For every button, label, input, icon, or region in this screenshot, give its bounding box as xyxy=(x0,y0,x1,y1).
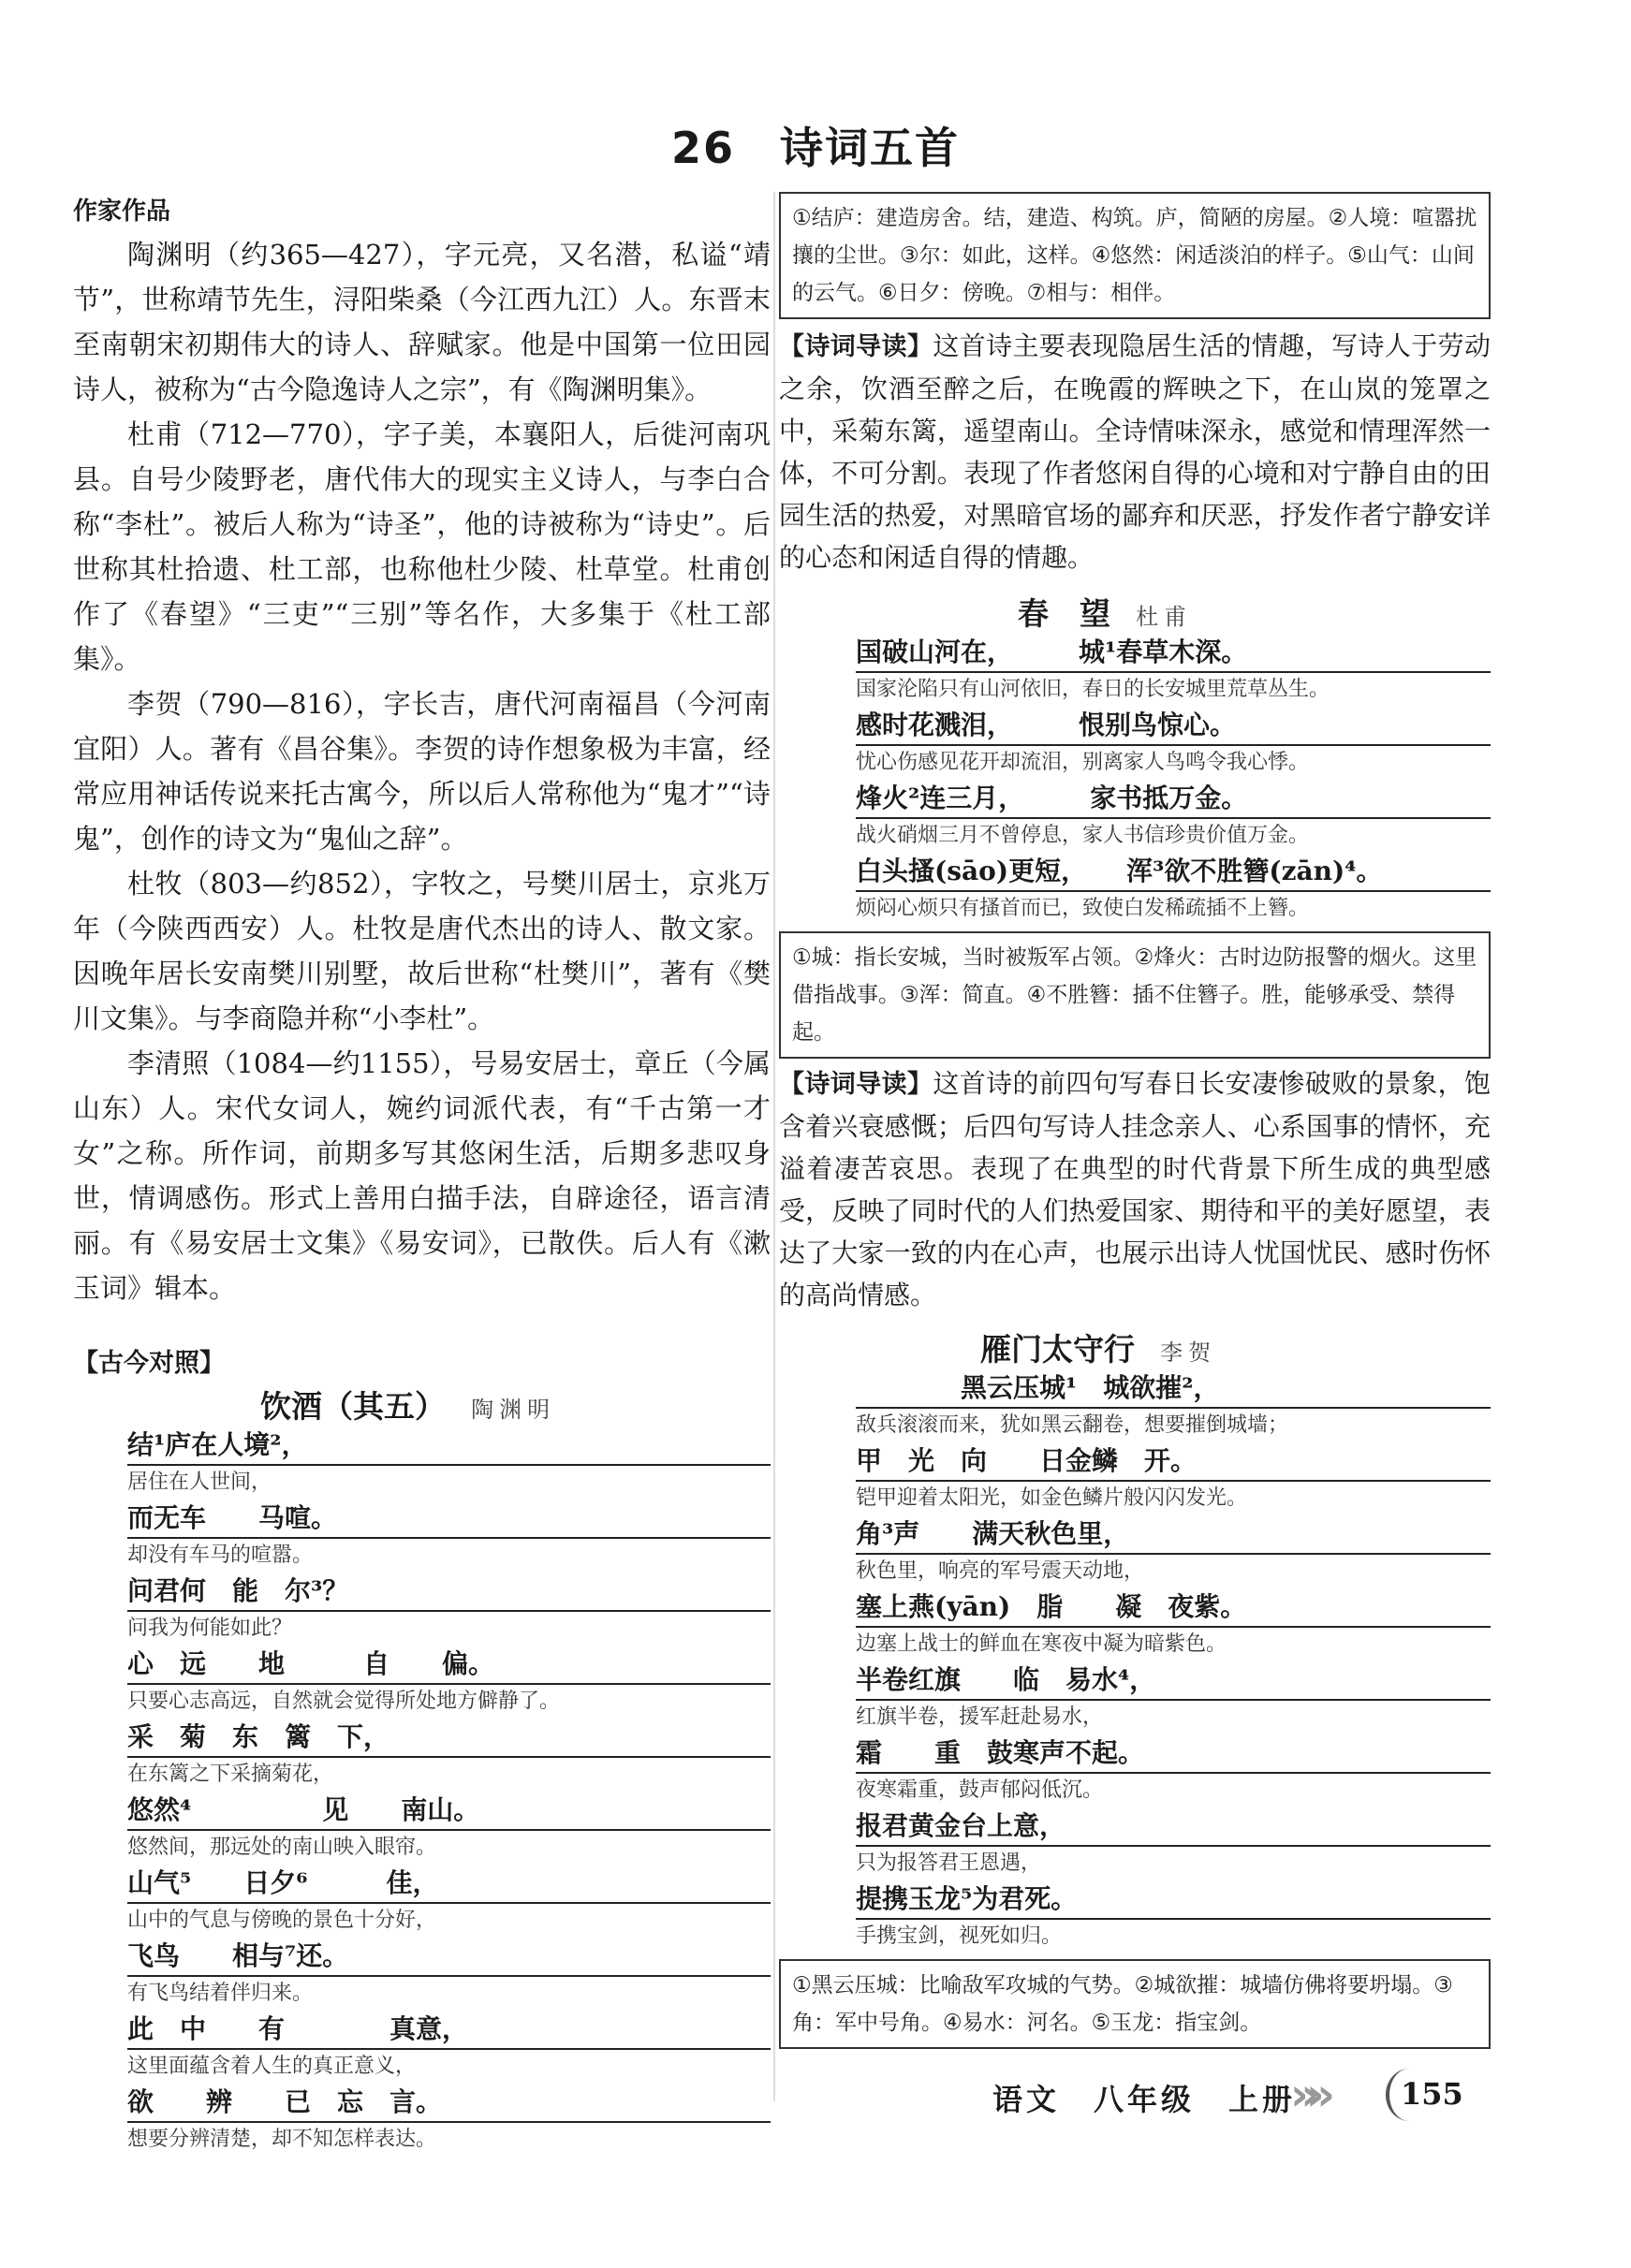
author-paragraph-du-mu: 杜牧（803—约852），字牧之，号樊川居士，京兆万年（今陕西西安）人。杜牧是唐代杰出的诗人、散文家。因晚年居长安南樊川别墅，故后世称“杜樊川”，著有《樊川文集》。与李商隐并称“小李杜”。 xyxy=(73,868,771,1034)
poem1-line xyxy=(127,2011,771,2084)
double-chevron-icon: »» xyxy=(1290,2069,1323,2121)
poem1-line xyxy=(127,2084,771,2157)
poem3-line-translation: 边塞上战士的鲜血在寒夜中凝为暗紫色。 xyxy=(856,1632,1227,1656)
poem1-line-translation: 悠然间，那远处的南山映入眼帘。 xyxy=(127,1836,437,1859)
poem1-line-original: 心 远 地 自 偏。 xyxy=(127,1646,771,1685)
poem3-line xyxy=(856,1442,1491,1515)
poem1-line-original: 结¹庐在人境²， xyxy=(127,1427,771,1466)
author-paragraph-tao: 陶渊明（约365—427），字元亮，又名潜，私谥“靖节”，世称靖节先生，浔阳柴桑（今江西九江）人。东晋末至南朝宋初期伟大的诗人、辞赋家。他是中国第一位田园诗人，被称为“古今隐逸诗人之宗”，有《陶渊明集》。 xyxy=(73,239,771,405)
poem3-line-translation: 只为报答君王恩遇， xyxy=(856,1851,1042,1875)
left-column xyxy=(73,192,771,2157)
poem1-lines xyxy=(127,1427,771,2157)
poem1-line-original: 山气⁵ 日夕⁶ 佳， xyxy=(127,1865,771,1904)
poem3-lines xyxy=(856,1369,1491,1953)
poem1-line xyxy=(127,1573,771,1646)
poem2-notes: ①城：指长安城，当时被叛军占领。②烽火：古时边防报警的烟火。这里借指战事。③浑：简直。④不胜簪：插不住簪子。胜，能够承受、禁得起。 xyxy=(779,931,1491,1059)
poem1-guide-tag: 【诗词导读】 xyxy=(779,332,933,361)
poem1-line-translation: 居住在人世间， xyxy=(127,1471,272,1494)
poem1-line-translation: 山中的气息与傍晚的景色十分好， xyxy=(127,1909,437,1932)
poem2-guide xyxy=(779,1062,1491,1316)
poem3-notes: ①黑云压城：比喻敌军攻城的气势。②城欲摧：城墙仿佛将要坍塌。③角：军中号角。④易水：河名。⑤玉龙：指宝剑。 xyxy=(779,1959,1491,2049)
page-footer xyxy=(992,2069,1498,2125)
poem1-notes: ①结庐：建造房舍。结，建造、构筑。庐，简陋的房屋。②人境：喧嚣扰攘的尘世。③尔：如此，这样。④悠然：闲适淡泊的样子。⑤山气：山间的云气。⑥日夕：傍晚。⑦相与：相伴。 xyxy=(779,192,1491,319)
poem3-line xyxy=(856,1515,1491,1588)
poem3-line xyxy=(856,1734,1491,1807)
poem2-title-row xyxy=(1018,590,1491,634)
poem3-line-original: 角³声 满天秋色里， xyxy=(856,1515,1491,1555)
poem1-line xyxy=(127,1792,771,1865)
poem2-guide-text: 这首诗的前四句写春日长安凄惨破败的景象，饱含着兴衰感慨；后四句写诗人挂念亲人、心系国事的情怀，充溢着凄苦哀思。表现了在典型的时代背景下所生成的典型感受，反映了同时代的人们热爱国家、期待和平的美好愿望，表达了大家一致的内在心声，也展示出诗人忧国忧民、感时伤怀的高尚情感。 xyxy=(779,1068,1491,1310)
poem3-title: 雁门太守行 xyxy=(980,1331,1135,1368)
poem3-line-original: 半卷红旗 临 易水⁴， xyxy=(856,1661,1491,1701)
poem2-line xyxy=(856,634,1491,707)
poem1-line xyxy=(127,1719,771,1792)
poem2-line-original: 感时花溅泪， 恨别鸟惊心。 xyxy=(856,707,1491,746)
poem1-line-translation: 这里面蕴含着人生的真正意义， xyxy=(127,2055,417,2078)
poem2-line-original: 白头搔(sāo)更短， 浑³欲不胜簪(zān)⁴。 xyxy=(856,853,1491,892)
poem3-line-original: 甲 光 向 日金鳞 开。 xyxy=(856,1442,1491,1482)
poem3-author: 李贺 xyxy=(1160,1339,1217,1366)
poem1-line-original: 采 菊 东 篱 下， xyxy=(127,1719,771,1758)
poem3-line-translation: 红旗半卷，援军赶赴易水， xyxy=(856,1705,1104,1729)
poem2-line-original: 国破山河在， 城¹春草木深。 xyxy=(856,634,1491,673)
poem2-lines xyxy=(856,634,1491,926)
poem1-guide xyxy=(779,325,1491,578)
poem2-line xyxy=(856,780,1491,853)
author-paragraph-li-he: 李贺（790—816），字长吉，唐代河南福昌（今河南宜阳）人。著有《昌谷集》。李贺的诗作想象极为丰富，经常应用神话传说来托古寓今，所以后人常称他为“鬼才”“诗鬼”，创作的诗文为“鬼仙之辞”。 xyxy=(73,688,771,855)
poem3-line-original: 霜 重 鼓寒声不起。 xyxy=(856,1734,1491,1774)
poem1-line-translation: 却没有车马的喧嚣。 xyxy=(127,1544,314,1567)
poem3-line xyxy=(856,1369,1491,1442)
poem3-line-translation: 铠甲迎着太阳光，如金色鳞片般闪闪发光。 xyxy=(856,1486,1248,1510)
poem1-line-translation: 只要心志高远，自然就会觉得所处地方僻静了。 xyxy=(127,1690,561,1713)
authors-heading: 作家作品 xyxy=(73,198,171,226)
poem2-line-translation: 国家沦陷只有山河依旧，春日的长安城里荒草丛生。 xyxy=(856,678,1330,701)
poem1-line-original: 悠然⁴ 见 南山。 xyxy=(127,1792,771,1831)
poem1-line-original: 欲 辨 已 忘 言。 xyxy=(127,2084,771,2123)
poem1-line-translation: 问我为何能如此？ xyxy=(127,1617,293,1640)
poem3-line-original: 提携玉龙⁵为君死。 xyxy=(856,1880,1491,1920)
poem3-line-translation: 夜寒霜重，鼓声郁闷低沉。 xyxy=(856,1778,1104,1802)
author-paragraph-du-fu: 杜甫（712—770），字子美，本襄阳人，后徙河南巩县。自号少陵野老，唐代伟大的现实主义诗人，与李白合称“李杜”。被后人称为“诗圣”，他的诗被称为“诗史”。后世称其杜拾遗、杜工部，也称他杜少陵、杜草堂。杜甫创作了《春望》“三吏”“三别”等名作，大多集于《杜工部集》。 xyxy=(73,418,771,675)
poem3-line-original: 塞上燕(yān) 脂 凝 夜紫。 xyxy=(856,1588,1491,1628)
poem2-line xyxy=(856,853,1491,926)
poem2-line-translation: 战火硝烟三月不曾停息，家人书信珍贵价值万金。 xyxy=(856,824,1310,847)
author-paragraph-li-qingzhao: 李清照（1084—约1155），号易安居士，章丘（今属山东）人。宋代女词人，婉约词派代表，有“千古第一才女”之称。所作词，前期多写其悠闲生活，后期多悲叹身世，情调感伤。形式上善用白描手法，自辟途径，语言清丽。有《易安居士文集》《易安词》，已散佚。后人有《漱玉词》辑本。 xyxy=(73,1047,771,1304)
right-column xyxy=(779,192,1491,2049)
poem1-line-translation: 在东篱之下采摘菊花， xyxy=(127,1763,334,1786)
page-number: 155 xyxy=(1401,2076,1463,2112)
poem1-line-translation: 想要分辨清楚，却不知怎样表达。 xyxy=(127,2128,437,2151)
poem3-line-translation: 手携宝剑，视死如归。 xyxy=(856,1924,1063,1948)
poem1-guide-text: 这首诗主要表现隐居生活的情趣，写诗人于劳动之余，饮酒至醉之后，在晚霞的辉映之下，在山岚的笼罩之中，采菊东篱，遥望南山。全诗情味深永，感觉和情理浑然一体，不可分割。表现了作者悠闲自得的心境和对宁静自由的田园生活的热爱，对黑暗官场的鄙弃和厌恶，抒发作者宁静安详的心态和闲适自得的情趣。 xyxy=(779,330,1491,573)
poem2-author: 杜甫 xyxy=(1136,604,1193,630)
poem1-line xyxy=(127,1646,771,1719)
poem1-line-original: 飞鸟 相与⁷还。 xyxy=(127,1938,771,1977)
poem1-line xyxy=(127,1938,771,2011)
footer-subject: 语文 八年级 上册 xyxy=(992,2082,1297,2117)
poem3-title-row xyxy=(980,1325,1491,1369)
poem3-line-translation: 秋色里，响亮的军号震天动地， xyxy=(856,1559,1145,1583)
compare-heading: 【古今对照】 xyxy=(73,1349,225,1378)
poem1-line-original: 而无车 马喧。 xyxy=(127,1500,771,1539)
column-divider xyxy=(773,192,775,2101)
poem2-title: 春 望 xyxy=(1018,595,1110,632)
poem3-line xyxy=(856,1588,1491,1661)
poem1-line xyxy=(127,1865,771,1938)
poem3-line-original: 报君黄金台上意， xyxy=(856,1807,1491,1847)
poem3-line-translation: 敌兵滚滚而来，犹如黑云翻卷，想要摧倒城墙； xyxy=(856,1413,1289,1437)
poem1-line-translation: 有飞鸟结着伴归来。 xyxy=(127,1982,314,2005)
poem1-title: 饮酒（其五） xyxy=(260,1388,446,1425)
poem3-line xyxy=(856,1880,1491,1953)
poem1-line xyxy=(127,1500,771,1573)
poem2-line-original: 烽火²连三月， 家书抵万金。 xyxy=(856,780,1491,819)
poem2-line xyxy=(856,707,1491,780)
poem1-line-original: 此 中 有 真意， xyxy=(127,2011,771,2050)
poem3-line xyxy=(856,1807,1491,1880)
poem1-author: 陶渊明 xyxy=(471,1397,556,1423)
poem1-line xyxy=(127,1427,771,1500)
poem3-line xyxy=(856,1661,1491,1734)
poem2-guide-tag: 【诗词导读】 xyxy=(779,1070,933,1099)
page-title: 26 诗词五首 xyxy=(670,123,960,173)
poem1-line-original: 问君何 能 尔³？ xyxy=(127,1573,771,1612)
poem1-title-row xyxy=(260,1383,771,1427)
poem3-line-original: 黑云压城¹ 城欲摧²， xyxy=(856,1369,1491,1409)
poem2-line-translation: 忧心伤感见花开却流泪，别离家人鸟鸣令我心悸。 xyxy=(856,751,1310,774)
poem2-line-translation: 烦闷心烦只有搔首而已，致使白发稀疏插不上簪。 xyxy=(856,897,1310,920)
